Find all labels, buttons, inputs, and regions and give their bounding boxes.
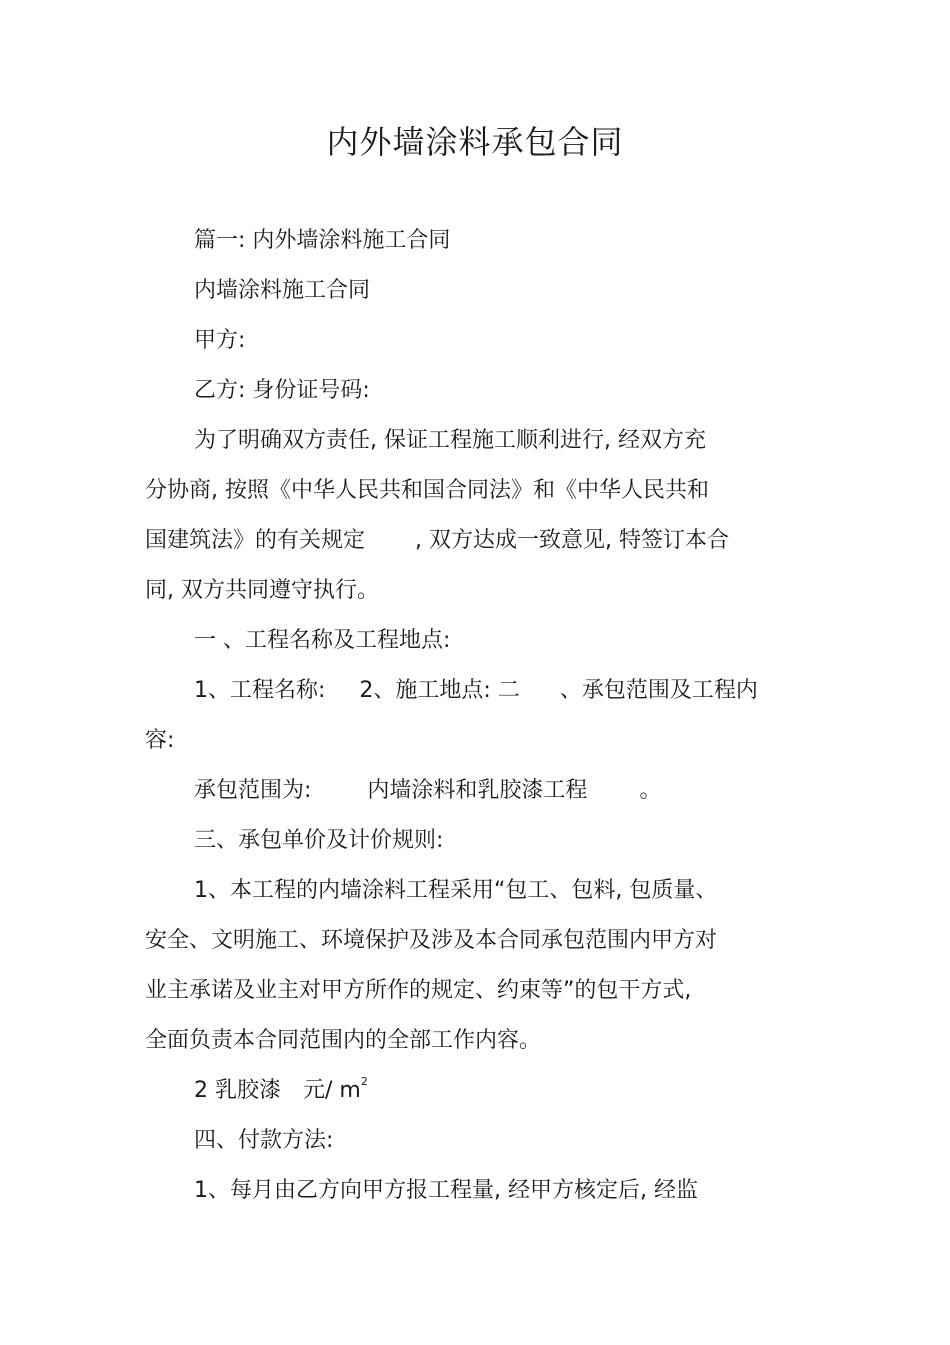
clause-3-heading: 三、承包单价及计价规则: (194, 828, 444, 853)
clause-3-text-3: 业主承诺及业主对甲方所作的规定、约束等”的包干方式, (145, 978, 692, 1003)
clause-1-heading: 一 、工程名称及工程地点: (194, 628, 451, 653)
preamble-line-1: 为了明确双方责任, 保证工程施工顺利进行, 经双方充 (194, 428, 706, 453)
scope-label: 承包范围为: (194, 778, 312, 803)
clause-3-text-2: 安全、文明施工、环境保护及涉及本合同承包范围内甲方对 (145, 928, 718, 953)
preamble-line-3-part-a: 国建筑法》的有关规定 (145, 528, 366, 553)
scope-line (194, 775, 661, 807)
clause-1-items (194, 675, 758, 707)
clause-2-heading-start: 、承包范围及工程内 (559, 678, 758, 703)
party-b-line: 乙方: 身份证号码: (194, 378, 370, 403)
unit-superscript: 2 (360, 1075, 368, 1088)
preamble-line-3 (145, 525, 729, 557)
scope-value: 内墙涂料和乳胶漆工程 (367, 778, 588, 803)
contract-subtitle: 内墙涂料施工合同 (194, 278, 371, 303)
clause-3-text-1: 1、本工程的内墙涂料工程采用“包工、包料, 包质量、 (194, 878, 718, 903)
document-title: 内外墙涂料承包合同 (326, 123, 624, 161)
clause-3-text-4: 全面负责本合同范围内的全部工作内容。 (145, 1028, 542, 1053)
project-name-label: 1、工程名称: (194, 678, 326, 703)
preamble-line-2: 分协商, 按照《中华人民共和国合同法》和《中华人民共和 (145, 478, 709, 503)
party-a-line: 甲方: (194, 328, 246, 353)
latex-paint-price-line (194, 1075, 368, 1107)
clause-4-text-1: 1、每月由乙方向甲方报工程量, 经甲方核定后, 经监 (194, 1178, 698, 1203)
section-heading-1: 篇一: 内外墙涂料施工合同 (194, 228, 451, 253)
unit-price-unit: 元/ m (303, 1078, 361, 1103)
preamble-line-3-part-b: , 双方达成一致意见, 特签订本合 (415, 528, 729, 553)
clause-4-heading: 四、付款方法: (194, 1128, 334, 1153)
latex-paint-label: 2 乳胶漆 (194, 1078, 281, 1103)
scope-end: 。 (639, 778, 662, 803)
clause-2-heading-end: 容: (145, 728, 175, 753)
preamble-line-4: 同, 双方共同遵守执行。 (145, 578, 379, 603)
project-site-label: 2、施工地点: 二 (359, 678, 520, 703)
